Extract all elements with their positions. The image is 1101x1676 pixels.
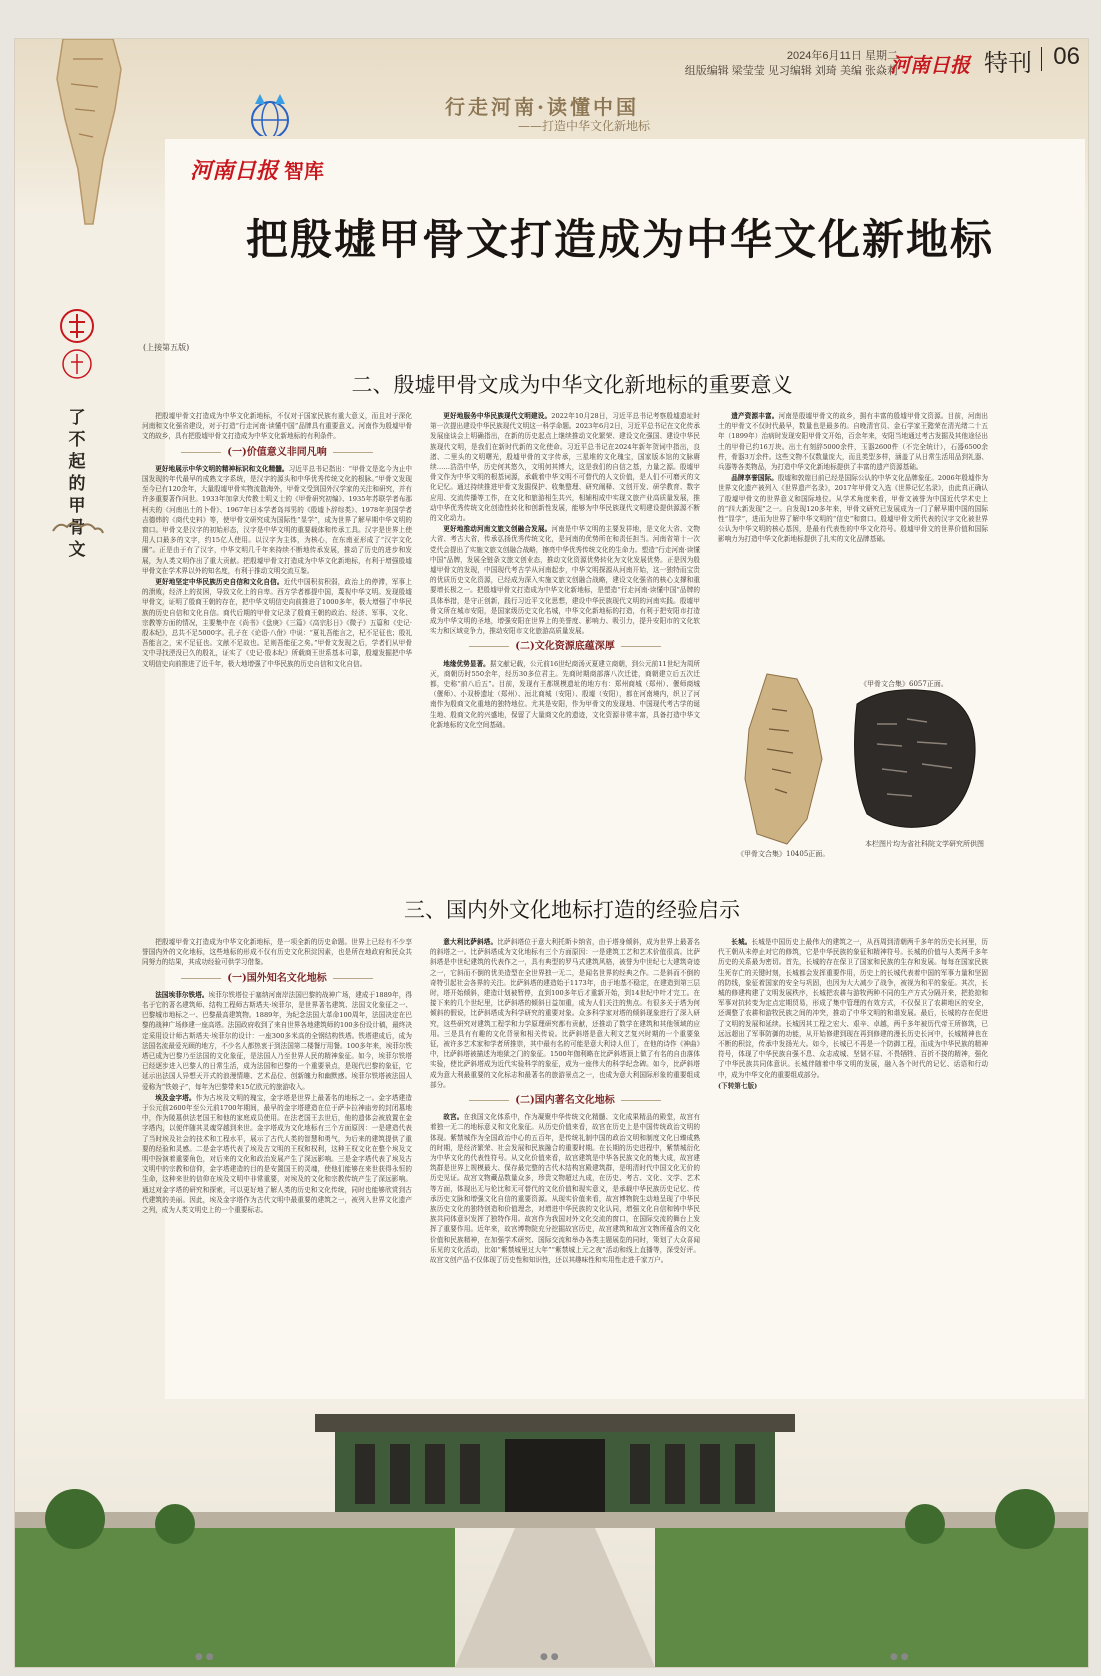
paragraph-body: 河南是中华文明的主要发祥地，是文化大省、文物大省、考古大省，传承弘扬优秀传统文化，是河南的优势所在和责任担当。河南省第十一次党代会提出了实施文旅文创融合战略，擦亮中华优秀传统文化的生命力。塑造“行走河南·读懂中国”品牌，发展全链条文旅文创业态，推动文化资源优势转化为文化发展优势。正是因为殷墟甲骨文的发现，中国现代考古学从河南起步，中华文明探源从河南开始，这一独特而宝贵的优质历史文化资源，已经成为深入实施文旅文创融合战略，建设文化强省的核心支撑和重要增长极之一。把殷墟甲骨文打造成为中华文化新地标，是塑造“行走河南·读懂中国”品牌的具体举措，是守正创新，践行习近平文化思想，建设中华民族现代文明的河南实践。殷墟甲骨文所在城市安阳，是国家级历史文化名城，中华文化新地标的打造，有利于把安阳市打造成为中华文明的圣地，增强安阳在世界上的美誉度、影响力、吸引力，提升安阳市的文化软实力和区域竞争力，推动安阳市文化旅游高质量发展。: [430, 525, 700, 636]
oracle-bone-photo-10405: [727, 669, 837, 849]
paragraph-body: 近代中国积贫积弱，政治上的停滞，军事上的溃败，经济上的贫困，导致文化上的自卑。西方学者都提中国，蔑视中华文明。发现殷墟甲骨文，证明了殷商王朝的存在，把中华文明信史向前推进了1000多年，极大增强了中华民族的历史自信和文化自信。商代后期的甲骨文记录了殷商王朝的政治、经济、军事、文化、宗教等方面的情况，主要集中在《尚书》《盘庚》《三篇》《高宗肜日》《微子》五篇和《史记·殷本纪》，总共不足5000字。孔子在《论语·八佾》中说：“夏礼吾能言之，杞不足征也；殷礼吾能言之，宋不足征也。文献不足故也。足则吾能征之矣。”甲骨文发现之后，学者们从甲骨文中寻找湮没已久的殷礼，证实了《史记·殷本纪》所载商王世系基本可靠，殷墟发掘把中华文明信史向前推进了近千年，极大地增强了中华民族的历史自信和文化自信。: [142, 578, 412, 668]
section-three-column-2: [430, 937, 700, 1367]
zhiku-logo: [190, 154, 324, 185]
seal-stamp: [55, 304, 99, 384]
section-name: 特刊: [984, 50, 1032, 77]
paragraph-body: 河南是殷墟甲骨文的故乡，拥有丰富的殷墟甲骨文资源。目前，河南出土的甲骨文不仅时代最早，数量也是最多的。自晚清官员、金石学家王懿荣在清光绪二十五年（1899年）治病时发现安阳甲骨文开始，百余年来，安阳当地通过考古发掘及其他途径出土的甲骨已约16万块。出土有刻辞5000余件，玉器2600件（不完全统计），石器6500余件，骨器3万余件。这些文物不仅数量庞大，而且类型多样，涵盖了从日常生活用品到礼器、兵器等各类物品，为打造中华文化新地标提供了丰富的遗产资源基础。: [718, 412, 988, 472]
pager-dot: ● ●: [195, 1652, 214, 1662]
zhiku-brand: 河南日报: [190, 158, 279, 184]
newspaper-page: [14, 38, 1089, 1668]
section-two-subhead-1: (一)价值意义非同凡响: [142, 448, 412, 458]
paragraph-body: 2022年10月28日，习近平总书记考察殷墟遗址时第一次提出建设中华民族现代文明这一科学命题。2023年6月2日，习近平总书记在文化传承发展座谈会上明确指出，在新的历史起点上继续推动文化繁荣、建设文化强国、建设中华民族现代文明，是我们在新时代新的文化使命。习近平总书记在2024年新年贺词中指出，良渚、二里头的文明曙光，殷墟甲骨的文字传承，三星堆的文化瑰宝，国家版本馆的文脉赓续……浩浩中华，历史何其悠久，文明何其博大，这是我们的自信之基，力量之源。殷墟甲骨文作为中华文明的根基词源，承载着中华文明不可替代的人文价值，是人们不可磨灭的文化记忆。通过持续推进甲骨文发掘保护、收集整理、研究阐释、文创开发、研学教育、数字应用、交流传播等工作，在文化和旅游相生共兴，相辅相成中实现文旅产业高质量发展，推动中华优秀传统文化创造性转化和创新性发展，能够为中华民族现代文明建设提供源源不断的文化动力。: [430, 412, 700, 523]
paragraph-head: 埃及金字塔。: [155, 1093, 196, 1102]
side-column-label: 了不起的甲骨文: [68, 408, 86, 560]
oracle-bone-photo-6057: [847, 684, 982, 834]
continued-to: (下转第七版): [718, 1081, 758, 1090]
paragraph-body: 殷墟和敦煌目前已经是国际公认的中华文化品牌象征。2006年殷墟作为世界文化遗产被列入《世界遗产名录》，2017年甲骨文入选《世界记忆名录》，由此真正确认了殷墟甲骨文的世界意义和国际地位。从学术角度来看，甲骨文被誉为中国近代学术史上的“四大新发现”之一。自发现120多年来，甲骨文研究已发展成为一门了解早期中国的国际性“显学”，进而为世界了解中华文明的“信史”和窗口。殷墟甲骨文所代表的汉字文化被世界公认为中华文明的核心基因，是最有代表性的中华文化符号。殷墟甲骨文的世界价值和国际影响力为打造中华文化新地标提供了扎实的文化品牌基础。: [718, 474, 988, 544]
section-two-title: 二、殷墟甲骨文成为中华文化新地标的重要意义: [351, 373, 793, 397]
paragraph-head: 更好地坚定中华民族历史自信和文化自信。: [155, 578, 284, 587]
paragraph-body: 据文献记载，公元前16世纪商汤灭夏建立商朝，到公元前11世纪为周所灭，商朝历时550余年，经历30多位君主。先商时期商部落八次迁徙，商朝建立后五次迁都，史称“前八后五”。目前，发现有王都规模遗址的地方有：郑州商城（郑州）、偃师商城（偃师）、小双桥遗址（郑州）、洹北商城（安阳）、殷墟（安阳），都在河南境内，织卫了河南作为殷商文化重地的独特地位。尤其是安阳，作为甲骨文的发现地、中国现代考古学的诞生地、殷商文化的兴盛地，保留了大量商文化的遗迹，文化资源非常丰富，具备打造中华文化新地标的文化空间基础。: [430, 659, 700, 729]
section-two-column-1: [142, 411, 412, 881]
cloud-ornament: [49, 517, 105, 537]
paragraph-head: 长城。: [731, 938, 752, 946]
paragraph-head: 故宫。: [443, 1113, 464, 1122]
paragraph-body: 在我国文化体系中，作为凝聚中华传统文化精髓、文化成果精品的殿堂，故宫有着独一无二的地标意义和文化象征。从历史价值来看，故宫在历史上是中国传统政治文明的体现。紫禁城作为全国政治中心的五百年，是传统礼制中国的政治文明和制度文化日臻成熟的时期，是经济繁荣、社会发展和民族融合的重要时期。在长期的历史进程中，紫禁城衍化为中华文化的代表性符号。从文化价值来看，故宫建筑是中华各民族文化的集大成，故宫建筑群是世界上规模最大、保存最完整的古代木结构宫殿建筑群，是明清时代中国文化无价的历史见证。故宫文物藏品数量众多，珍贵文物超过九成，在历史、考古、文化、文学、艺术等方面，体现出无与伦比和无可替代的文化价值和现实意义，是承载中华民族历史记忆、传承历史文脉和增强文化自信的重要资源。从现实价值来看，故宫博物院生动地呈现了中华民族历史文化的独特创造和价值理念，对增进中华民族的文化认同，增强文化自信和铸中华民族共同体意识发挥了独特作用。故宫作为我国对外文化交流的窗口，在国际交流的舞台上发挥了重要作用。近年来，故宫博物院充分挖掘故宫历史，故宫建筑和故宫文物所蕴含的文化价值和民族精神，在加强学术研究、国际交流和举办各类主题展览的同时，策划了大众喜闻乐见的文化活动，比如“紫禁城里过大年”“紫禁城上元之夜”活动和线上直播等，深受好评。故宫文创产品不仅体现了历史性和知识性，还以其趣味性和实用性走进千家万户。: [430, 1113, 700, 1265]
zhiku-tag: 智库: [284, 161, 325, 183]
header-divider: [1041, 47, 1042, 71]
headline: 把殷墟甲骨文打造成为中华文化新地标: [245, 215, 994, 264]
caption-10405: 《甲骨文合集》10405正面。: [737, 850, 830, 858]
paragraph-body: 比萨斜塔位于意大利托斯卡纳省，由于塔身倾斜，成为世界上最著名的斜塔之一。比萨斜塔成为文化地标有三个方面原因：一是建筑工艺和艺术价值很高。比萨斜塔是中世纪建筑的代表作之一，具有典型的罗马式建筑风格，被誉为中世纪七大建筑奇迹之一，它斜而不倒的优美造型在全世界独一无二，是闻名世界的经典之作。二是斜而不倒的奇特引起社会各界的关注。比萨斜塔的建造始于1173年，由于地基不稳定，在建造到第三层时，塔开始倾斜，建造计划被暂停，直到100多年后才重新开始，到14世纪中叶才完工。在接下来的几个世纪里，比萨斜塔的倾斜日益加重，成为人们关注的焦点。有很多关于塔为何倾斜的假说，比萨斜塔成为科学研究的重要对象。众多科学家对塔的倾斜现象进行了深入研究，这些研究对建筑工程学和力学原理研究都有贡献，还推动了数学在建筑和其他领域的应用。三是具有有趣的文化背景和相关传说。比萨斜塔是意大利文艺复兴时期的一个重要象征，被许多艺术家和学者所推崇，其中最有名的可能是意大利诗人但丁，在他的诗作《神曲》中，比萨斜塔被描述为地狱之门的象征。1500年伽利略在比萨斜塔顶上做了有名的自由落体实验，使比萨斜塔成为近代实验科学的象征，成为一座伟大的科学纪念碑。如今，比萨斜塔成为意大利最重要的文化标志和最著名的旅游景点之一，也成为意大利国际形象的重要组成部分。: [430, 938, 700, 1089]
section-three-subhead-1: (一)国外知名文化地标: [142, 974, 412, 984]
pager-dot: ● ●: [540, 1652, 559, 1662]
caption-6057: 《甲骨文合集》6057正面。: [860, 680, 948, 688]
paragraph-head: 更好地服务中华民族现代文明建设。: [443, 412, 552, 420]
newspaper-brand: 河南日报: [890, 53, 970, 77]
section-three-subhead-2: (二)国内著名文化地标: [430, 1096, 700, 1106]
paragraph-head: 品牌享誉国际。: [731, 474, 778, 483]
paragraph-head: 意大利比萨斜塔。: [443, 938, 498, 946]
section-three-title: 三、国内外文化地标打造的经验启示: [404, 898, 740, 922]
section-three-intro: 把殷墟甲骨文打造成为中华文化新地标，是一项全新的历史命题。世界上已经有不少享誉国内外的文化地标，这些地标的形成不仅有历史文化积淀因素，也是所在地政府和民众共同努力的结果，其成功经验可供学习借鉴。: [142, 938, 412, 967]
section-two-column-2: [430, 411, 700, 881]
editor-line: 组版编辑 梁莹莹 见习编辑 刘琦 美编 张焱莉: [684, 65, 898, 77]
paragraph-head: 遗产资源丰富。: [731, 412, 779, 420]
museum-photo: [15, 1399, 1088, 1667]
paragraph-body: 长城是中国历史上最伟大的建筑之一，从西周到清朝两千多年的历史长河里，历代王朝从未停止对它的修筑，它是中华民族的象征和精神符号。长城的价值与人类两千多年历史的关系最为密切。首先，长城的存在保卫了国家和民族的生存和发展。每每在国家民族生死存亡的关键时刻，长城都会发挥重要作用，历史上的长城代表着中国的军事力量和坚固的防线，象征着国家的安全与巩固，也因为大大减少了战争，被视为和平的象征。其次，长城的修建构建了文明发展秩序，长城把农耕与游牧两种不同的生产方式分隔开来，把抢掠和军事对抗转变为定点定期贸易，形成了集中管理的有效方式，不仅保卫了农耕地区的安全，还调整了农耕和游牧民族之间的冲突，推动了中华文明的和谐发展。最后，长城的存在促进了文明的发展和延续。长城因其工程之宏大、艰辛、卓越，两千多年被历代帝王所修筑，已远远超出了军事防御的功能，从开始修建到现在再到修建的漫长历史长河中，长城精神也在不断的积淀，传承中发扬光大。如今，长城已不再是一个防御工程，而成为中华民族的精神符号，体现了中华民族自强不息、众志成城、坚韧不屈、不畏牺牲、百折不挠的精神，强化了中华民族共同体意识。长城伴随着中华文明的发展，融入各个时代的记忆、话语和行动中，成为中华文化的重要组成部分。: [718, 938, 988, 1079]
oracle-bone-image: [43, 39, 133, 229]
paragraph-head: 法国埃菲尔铁塔。: [155, 990, 209, 999]
paragraph-body: 作为古埃及文明的瑰宝，金字塔是世界上最著名的地标之一。金字塔建造于公元前2600年至公元前1700年期间，最早的金字塔建造在位于萨卡拉神庙旁的封闭墓地中，作为陵墓供法老国王和他的家庭成员使用。在法老国王去世后，他的遗体会被放置在金字塔内，以便伴随其灵魂穿越到来世。金字塔成为文化地标有三个方面原因：一是建造代表了当时埃及社会的技术和工程水平，展示了古代人类的智慧和勇气，为后来的建筑提供了重要的经验和灵感。二是金字塔代表了埃及古文明的王权和权利，这种王权文化在整个埃及文明中扮演着重要角色，对后来的文化和政治发展产生了深远影响。三是金字塔代表了埃及古文明中的宗教和信仰，金字塔建造的目的是安置国王的灵魂，使他们能够在来世获得永恒的生命，这种来世的信仰在埃及文明中非常重要，对埃及的文化和宗教传统产生了深远影响。通过对金字塔的研究和探索，可以更好地了解人类的历史和文化传统，同时也能够欣赏到古代建筑的美丽。因此，埃及金字塔作为古代文明中最重要的建筑之一，被列入世界文化遗产之列，成为人类文明史上的一个重要标志。: [142, 1093, 412, 1215]
paragraph-body: 习近平总书记指出：“甲骨文是迄今为止中国发现的年代最早的成熟文字系统，是汉字的源头和中华优秀传统文化的根脉。”甲骨文发现至今已有120余年，大量殷墟甲骨实物流散海外，甲骨文受到国外汉学家的关注和研究，并有许多重要著作问世。1933年加拿大传教士明义士的《甲骨研究初编》、1935年苏联学者布那柯夫的《河南出土的卜骨》、1967年日本学者岛邦男的《殷墟卜辞综类》、1978年美国学者吉德炜的《商代史料》等，使甲骨文研究成为国际性“显学”，成为世界了解早期中华文明的窗口。甲骨文是汉字的初始形态，汉字是中华文明的重要载体和传承工具。汉字是世界上使用人口最多的文字，约15亿人使用。以汉字为主体，为核心，在东南亚形成了“汉字文化圈”。正是由于有了汉字，中华文明几千年来持续不断地传承发展，推动了历史的进步和发展，为人类文明作出了重大贡献。把殷墟甲骨文打造成为中华文化新地标，有利于增强殷墟甲骨文在学术界以外的知名度，有利于推动文明交流互鉴。: [142, 464, 412, 575]
date-line: 2024年6月11日 星期二: [786, 50, 898, 62]
section-three-column-1: [142, 937, 412, 1367]
section-two-subhead-2: (二)文化资源底蕴深厚: [430, 642, 700, 652]
page-number: 06: [1053, 43, 1080, 70]
slogan: 行走河南·读懂中国: [445, 95, 639, 119]
section-two-column-3: [718, 411, 988, 669]
paragraph-head: 更好地展示中华文明的精神标识和文化精髓。: [155, 464, 289, 473]
photo-credit: 本栏图片均为省社科院文学研究所供图: [865, 840, 984, 848]
continued-from: (上接第五版): [143, 343, 190, 352]
paragraph-body: 埃菲尔铁塔位于塞纳河南岸法国巴黎的战神广场，建成于1889年，得名于它的著名建筑师、结构工程师古斯塔夫·埃菲尔，是世界著名建筑、法国文化象征之一、巴黎城市地标之一、巴黎最高建筑物。1889年，为纪念法国大革命100周年，法国决定在巴黎的战神广场修建一座高塔。法国政府收到了来自世界各地建筑师的100多份设计稿，最终决定采用设计师古斯塔夫·埃菲尔的设计：一座300多米高的全钢结构铁塔。铁塔建成后，成为法国名流最爱光顾的地方，不少名人都热衷于到法国第二楼餐厅用餐。100多年来，埃菲尔铁塔已成为巴黎乃至法国的文化象征，是法国人乃至世界人民的精神象征。如今，埃菲尔铁塔已经逐步进入巴黎人的日常生活，成为法国和巴黎的一个重要景点，是现代巴黎的象征，它延示出法国人异想天开式的浪漫情趣、艺术品位、创新魄力和幽默感。埃菲尔铁塔被法国人爱称为“铁娘子”，每年为巴黎带来15亿欧元的旅游收入。: [142, 990, 412, 1091]
pager-dot: ● ●: [890, 1652, 909, 1662]
section-two-intro: 把殷墟甲骨文打造成为中华文化新地标，不仅对于国家民族有重大意义，而且对于深化河南和文化强省建设，对于打造“行走河南·读懂中国”品牌具有重要意义。河南作为殷墟甲骨文的故乡，具有把殷墟甲骨文打造成为中华文化新地标的有利条件。: [142, 412, 412, 441]
globe-icon: [220, 94, 320, 136]
section-three-column-3: [718, 937, 988, 1367]
slogan-subtitle: ——打造中华文化新地标: [518, 119, 651, 133]
paragraph-head: 地缘优势显著。: [443, 659, 490, 668]
header-meta: [685, 49, 898, 79]
paragraph-head: 更好地推动河南文旅文创融合发展。: [443, 525, 552, 534]
